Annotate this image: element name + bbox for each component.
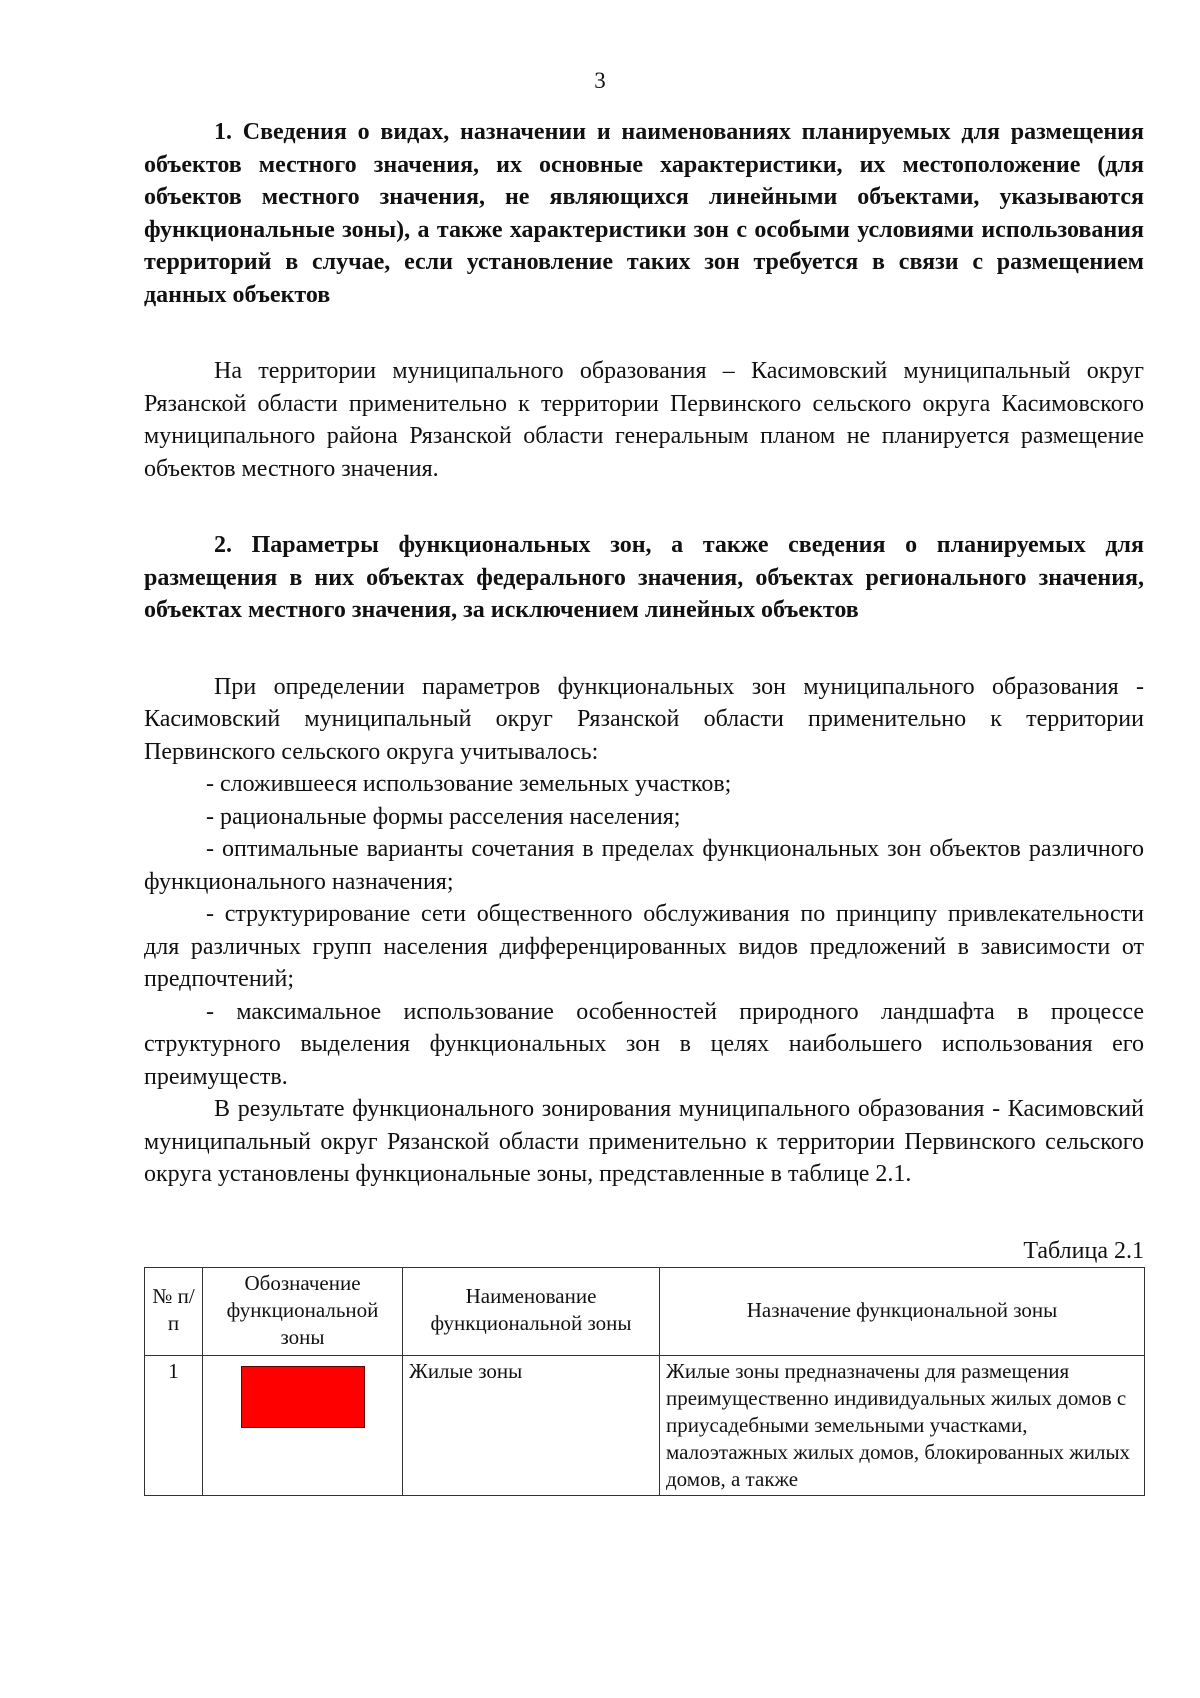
list-item: - рациональные формы расселения населения;	[206, 803, 681, 830]
spacer	[144, 485, 1144, 529]
list-item: - оптимальные варианты сочетания в пределах функциональных зон объектов различного функционального назначения;	[144, 836, 1144, 895]
spacer	[144, 627, 1144, 671]
table-caption: Таблица 2.1	[1023, 1237, 1144, 1264]
row-num: 1	[145, 1355, 203, 1495]
list-item: - максимальное использование особенностей природного ландшафта в процессе структурного выделения функциональных зон в целях наибольшего использования его преимуществ.	[144, 998, 1144, 1090]
row-purpose: Жилые зоны предназначены для размещения преимущественно индивидуальных жилых домов с приусадебными земельными участками, малоэтажных жилых домов, блокированных жилых домов, а также	[660, 1355, 1145, 1495]
list-item: - сложившееся использование земельных участков;	[206, 771, 732, 797]
table-header-row	[145, 1267, 1145, 1355]
section1-paragraph: На территории муниципального образования – Касимовский муниципальный округ Рязанской области применительно к территории Первинского сельского округа Касимовского муниципального района Рязанской области генеральным планом не планируется размещение объектов местного значения.	[144, 358, 1144, 482]
section2-heading: 2. Параметры функциональных зон, а также сведения о планируемых для размещения в них объектах федерального значения, объектах регионального значения, объектах местного значения, за исключением линейных объектов	[144, 532, 1144, 623]
page-number: 3	[594, 68, 606, 93]
spacer	[144, 311, 1144, 355]
section1-heading: 1. Сведения о видах, назначении и наименованиях планируемых для размещения объектов местного значения, их основные характеристики, их местоположение (для объектов местного значения, не являющихся линейными объектами, указываются функциональные зоны), а также характеристики зон с особыми условиями использования территорий в случае, если установление таких зон требуется в связи с размещением данных объектов	[144, 119, 1144, 308]
header-name: Наименование функциональной зоны	[403, 1267, 660, 1355]
spacer	[144, 1191, 1144, 1235]
section2-conclusion: В результате функционального зонирования муниципального образования - Касимовский муниципальный округ Рязанской области применительно к территории Первинского сельского округа установлены функциональные зоны, представленные в таблице 2.1.	[144, 1096, 1144, 1187]
header-purpose: Назначение функциональной зоны	[660, 1267, 1145, 1355]
header-designation: Обозначение функциональной зоны	[203, 1267, 403, 1355]
header-num: № п/п	[145, 1267, 203, 1355]
row-designation	[203, 1355, 403, 1495]
list-item: - структурирование сети общественного обслуживания по принципу привлекательности для различных групп населения дифференцированных видов предложений в зависимости от предпочтений;	[144, 901, 1144, 992]
row-name: Жилые зоны	[403, 1355, 660, 1495]
table-row	[145, 1355, 1145, 1495]
section2-intro: При определении параметров функциональных зон муниципального образования - Касимовский муниципальный округ Рязанской области применительно к территории Первинского сельского округа учитывалось:	[144, 673, 1144, 765]
zone-color-swatch	[241, 1366, 365, 1428]
page-content	[144, 116, 1144, 1496]
zones-table	[144, 1267, 1145, 1496]
